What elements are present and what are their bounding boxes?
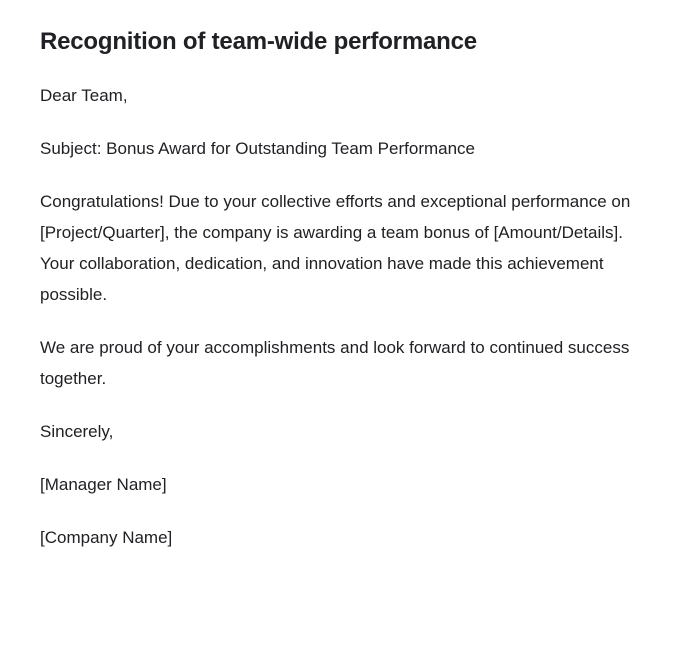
paragraph-company-name: [Company Name] bbox=[40, 528, 173, 547]
paragraph-manager-name: [Manager Name] bbox=[40, 475, 167, 494]
paragraph-body-proud: We are proud of your accomplishments and look forward to continued success together. bbox=[40, 338, 630, 388]
paragraph-subject: Subject: Bonus Award for Outstanding Team Performance bbox=[40, 139, 476, 158]
paragraph-closing: Sincerely, bbox=[40, 422, 114, 441]
page-title: Recognition of team-wide performance bbox=[40, 28, 477, 55]
paragraph-body-congratulations: Congratulations! Due to your collective efforts and exceptional performance on [Project/Quarter], the company is awarding a team bonus of [Amount/Details]. Your collaboration, dedication, and innovation have made this achievement possible. bbox=[40, 192, 631, 304]
paragraph-salutation: Dear Team, bbox=[40, 86, 128, 105]
